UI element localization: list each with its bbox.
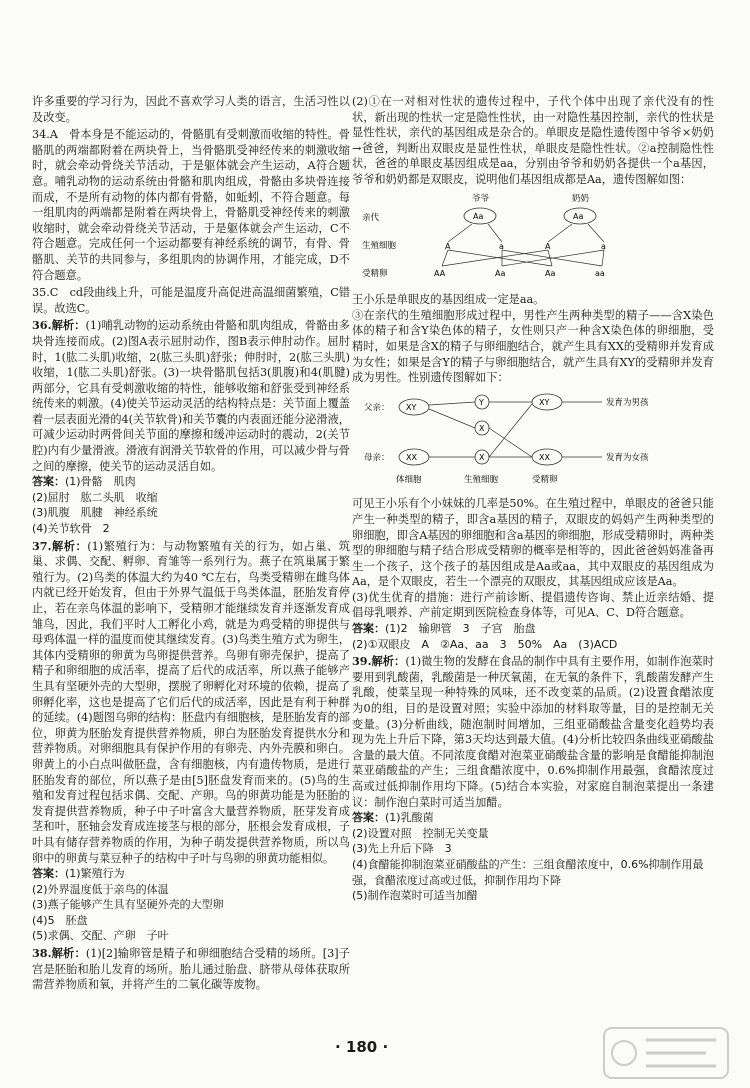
answer-37-line: (5)求偶、交配、产卵 子叶 [32, 929, 169, 943]
answer-39-line: (3)先上升后下降 3 [352, 842, 452, 856]
sex-probability-text: 可见王小乐有个小妹妹的几率是50%。在生殖过程中，单眼皮的爸爸只能产生一种类型的精子，即含a基因的精子，双眼皮的妈妈产生两种类型的卵细胞，即含A基因的卵细胞和含a基因的卵细胞，形成受精卵时，两种类型的卵细胞与精子结合形成受精卵的概率是相等的，因此爸爸妈妈准备再生一个孩子，这个孩子的基因组成是Aa或aa，其中双眼皮的基因组成为Aa，是个双眼皮，若生一个漂亮的双眼皮，其基因组成应该是Aa。 [352, 497, 714, 589]
answer-36-line: (2)屈肘 肱二头肌 收缩 [32, 490, 158, 504]
question-39 [352, 654, 714, 810]
answer-36-label: 答案： [32, 475, 65, 489]
answer-37 [32, 866, 350, 944]
sperm-y-label: Y [479, 397, 484, 407]
question-35: 35.C cd段曲线上升，可能是温度升高促进高温细菌繁殖，C错误。故选C。 [32, 286, 350, 315]
label-grandma: 奶奶 [572, 193, 590, 204]
genetic-diagram-sex [352, 390, 714, 493]
question-39-label: 39.解析： [352, 654, 406, 669]
eyelid-inheritance-svg [352, 192, 652, 284]
caption-germ-cell: 生殖细胞 [464, 474, 499, 485]
eugenics-text: (3)优生优育的措施：进行产前诊断、提倡遗传咨询、禁止近亲结婚、提倡母乳喂养、产前定期到医院检查身体等，可见A、C、D符合题意。 [352, 590, 714, 620]
question-36-label: 36.解析： [32, 318, 86, 333]
gamete-4: a [601, 241, 606, 251]
row-label-gamete: 生殖细胞 [362, 240, 397, 251]
answer-39-line: (4)食醋能抑制泡菜亚硝酸盐的产生：三组食醋浓度中，0.6%抑制作用最强，食醋浓度过高或过低，抑制作用均下降 [352, 857, 704, 887]
egg-x-label: X [479, 452, 485, 462]
zygote-2: Aa [495, 268, 506, 278]
question-38-body: (1)[2]输卵管是精子和卵细胞结合受精的场所。[3]子宫是胚胎和胎儿发育的场所。胎儿通过胎盘、脐带从母体获取所需营养物质和氧，并将产生的二氧化碳等废物。 [32, 947, 350, 992]
label-grandpa: 爷爷 [472, 193, 490, 204]
father-genotype: XY [406, 402, 417, 412]
answer-38 [352, 621, 714, 652]
question-38 [32, 946, 350, 993]
zygote-xy-label: XY [539, 397, 550, 407]
gamete-1: A [445, 241, 451, 251]
sperm-x-label: X [479, 423, 485, 433]
question-38-label: 38.解析： [32, 946, 86, 961]
zygote-xx-label: XX [539, 452, 550, 462]
zygote-1: AA [434, 268, 446, 278]
answer-36 [32, 474, 350, 536]
question-37 [32, 539, 350, 866]
answer-38-label: 答案： [352, 622, 385, 636]
parent-genotype-1: Aa [473, 211, 484, 221]
mother-genotype: XX [406, 452, 417, 462]
question-34: 34.A 骨本身是不能运动的，骨骼肌有受刺激而收缩的特性。骨骼肌的两端都附着在两块骨上，当骨骼肌受神经传来的刺激收缩时，就会牵动骨绕关节活动，于是躯体就会产生运动，A符合题意。哺乳动物的运动系统由骨骼和肌肉组成，骨骼由多块骨连接而成，不是所有动物的体内都有骨骼，如蚯蚓，不符合题意。每一组肌肉的两端都是附着在两块骨上，骨骼肌受神经传来的刺激收缩时，就会牵动骨绕关节活动，于是躯体就会产生运动，C不符合题意。完成任何一个运动都要有神经系统的调节，有骨、骨骼肌、关节的共同参与，多组肌肉的协调作用，才能完成，D不符合题意。 [32, 128, 350, 282]
eyelid-conclusion: 王小乐是单眼皮的基因组成一定是aa。 [352, 293, 545, 307]
label-father: 父亲： [364, 402, 390, 413]
answer-38-line: (2)①双眼皮 A ②Aa、aa 3 50% Aa (3)ACD [352, 637, 618, 651]
label-mother: 母亲： [364, 452, 390, 463]
question-37-body: (1)繁殖行为：与动物繁殖有关的行为，如占巢、筑巢、求偶、交配、孵卵、育雏等一系列行为。燕子在筑巢属于繁殖行为。(2)鸟类的体温大约为40 ℃左右，鸟类受精卵在雌鸟体内就已经开始发育，但由于外界气温低于鸟类体温，胚胎发育停止，若在亲鸟体温的影响下，受精卵才能继续发育并逐渐发育成雏鸟，因此，我们平时人工孵化小鸡，就是为鸡受精的卵提供与母鸡体温一样的温度而使其继续发育。(3)鸟类生殖方式为卵生，其体内受精卵的卵黄为鸟卵提供营养。鸟卵有卵壳保护，提高了精子和卵细胞的成活率，提高了后代的成活率，所以燕子能够产生具有坚硬外壳的大型卵，摆脱了卵孵化对环境的依赖，提高了卵孵化率，这也是提高了它们后代的成活率，因此是有利于种群的延续。(4)题图乌卵的结构：胚盘内有细胞核，是胚胎发育的部位，卵黄为胚胎发育提供营养物质，卵白为胚胎发育提供水分和营养物质。对卵细胞具有保护作用的有卵壳、内外壳膜和卵白。卵黄上的小白点叫做胚盘，含有细胞核，内有遗传物质，是进行胚胎发育的部位，所以燕子是由[5]胚盘发育而来的。(5)鸟的生殖和发育过程包括求偶、交配、产卵。鸟的卵黄功能是为胚胎的发育提供营养物质，种子中子叶富含大量营养物质，胚芽发育成茎和叶，胚轴会发育成连接茎与根的部分，胚根会发育成根，子叶具有储存营养物质的作用，为种子萌发提供营养物质，所以鸟卵中的卵黄与菜豆种子的结构中子叶与鸟卵的卵黄功能相似。 [32, 539, 350, 865]
question-39-body: (1)微生物的发酵在食品的制作中具有主要作用，如制作泡菜时要用到乳酸菌，乳酸菌是一种厌氧菌，在无氧的条件下，乳酸菌发酵产生乳酸，使菜呈现一种特殊的风味，还不改变菜的品质。(2)设置食醋浓度为0的组，目的是设置对照；实验中添加的材料取等量，目的是控制无关变量。(3)分析曲线，随泡制时间增加，三组亚硝酸盐含量变化趋势均表现为先上升后下降，第3天均达到最大值。(4)分析比较四条曲线亚硝酸盐含量的最大值。不同浓度食醋对泡菜亚硝酸盐含量的影响是食醋能抑制泡菜亚硝酸盐的产生；三组食醋浓度中，0.6%抑制作用最强，食醋浓度过高或过低抑制作用均下降。(5)结合本实验，对家庭自制泡菜提出一条建议：制作泡白菜时可适当加醋。 [352, 655, 714, 809]
answer-37-line: (4)5 胚盘 [32, 913, 88, 927]
parent-genotype-2: Aa [573, 211, 584, 221]
row-label-zygote: 受精卵 [362, 268, 388, 279]
question-36 [32, 318, 350, 474]
answer-38-line: (1)2 输卵管 3 子宫 胎盘 [385, 622, 536, 636]
right-column [352, 94, 714, 904]
caption-zygote: 受精卵 [532, 474, 558, 485]
question-36-body: (1)哺乳动物的运动系统由骨骼和肌肉组成，骨骼由多块骨连接而成。(2)图A表示屈肘动作，图B表示伸肘动作。屈肘时，1(肱二头肌)收缩，2(肱三头肌)舒张；伸肘时，2(肱三头肌)收缩，1(肱二头肌)舒张。(3)一块骨骼肌包括3(肌腹)和4(肌腱)两部分，它具有受刺激收缩的特性，能够收缩和舒张受到神经系统传来的刺激。(4)使关节运动灵活的结构特点是：关节面上覆盖着一层表面光滑的4(关节软骨)和关节囊的内表面还能分泌滑液，可减少运动时两骨间关节面的摩擦和缓冲运动时的震动，2(关节腔)内有少量滑液。滑液有润滑关节软骨的作用，可以减少骨与骨之间的摩擦，使关节的运动灵活自如。 [32, 319, 350, 473]
gamete-3: A [545, 241, 551, 251]
answer-36-line: (4)关节软骨 2 [32, 522, 110, 536]
answer-39-line: (2)设置对照 控制无关变量 [352, 826, 489, 840]
label-boy: 发育为男孩 [606, 397, 649, 408]
caption-body-cell: 体细胞 [396, 474, 422, 485]
answer-39 [352, 810, 714, 904]
left-column [32, 94, 350, 993]
meiosis-lines [442, 224, 604, 266]
row-label-parent: 亲代 [362, 212, 380, 223]
zygote-4: aa [595, 268, 605, 278]
question-38-continued: (2)①在一对相对性状的遗传过程中，子代个体中出现了亲代没有的性状，新出现的性状一定是隐性性状，由一对隐性基因控制，亲代的性状是显性性状，亲代的基因组成是杂合的。单眼皮是隐性遗传图中爷爷×奶奶→爸爸，判断出双眼皮是显性性状，单眼皮是隐性性状。②a控制隐性性状，爸爸的单眼皮基因组成是aa，分别由爷爷和奶奶各提供一个a基因，爷爷和奶奶都是双眼皮，说明他们基因组成都是Aa，遗传图解如图： [352, 95, 714, 186]
question-37-label: 37.解析： [32, 538, 88, 553]
answer-37-label: 答案： [32, 867, 65, 881]
answer-37-line: (2)外界温度低于亲鸟的体温 [32, 882, 169, 896]
zygote-3: Aa [545, 268, 556, 278]
answer-39-line: (5)制作泡菜时可适当加醋 [352, 889, 478, 903]
answer-37-line: (1)繁殖行为 [65, 867, 125, 881]
answer-39-label: 答案： [352, 811, 385, 825]
genetic-diagram-eyelid [352, 192, 714, 289]
answer-39-line: (1)乳酸菌 [385, 811, 434, 825]
intro-text: 许多重要的学习行为，因此不喜欢学习人类的语言，生活习性以及改变。 [32, 95, 350, 124]
page-number: · 180 · [335, 1038, 389, 1056]
watermark-logo-icon [602, 1024, 730, 1082]
sex-determination-text: ③在亲代的生殖细胞形成过程中，男性产生两种类型的精子——含X染色体的精子和含Y染色体的精子，女性则只产一种含X染色体的卵细胞，受精时，如果是含X的精子与卵细胞结合，就产生具有XX的受精卵并发育成为女性；如果是含Y的精子与卵细胞结合，就产生具有XY的受精卵并发育成为男性。性别遗传图解如下： [352, 308, 714, 385]
answer-37-line: (3)燕子能够产生具有坚硬外壳的大型卵 [32, 898, 224, 912]
sex-inheritance-svg [352, 390, 682, 488]
answer-36-line: (1)骨骼 肌肉 [65, 475, 136, 489]
answer-36-line: (3)肌腹 肌腱 神经系统 [32, 506, 158, 520]
gamete-2: a [499, 241, 504, 251]
label-girl: 发育为女孩 [606, 452, 649, 463]
sex-diagram-lines [429, 402, 602, 457]
